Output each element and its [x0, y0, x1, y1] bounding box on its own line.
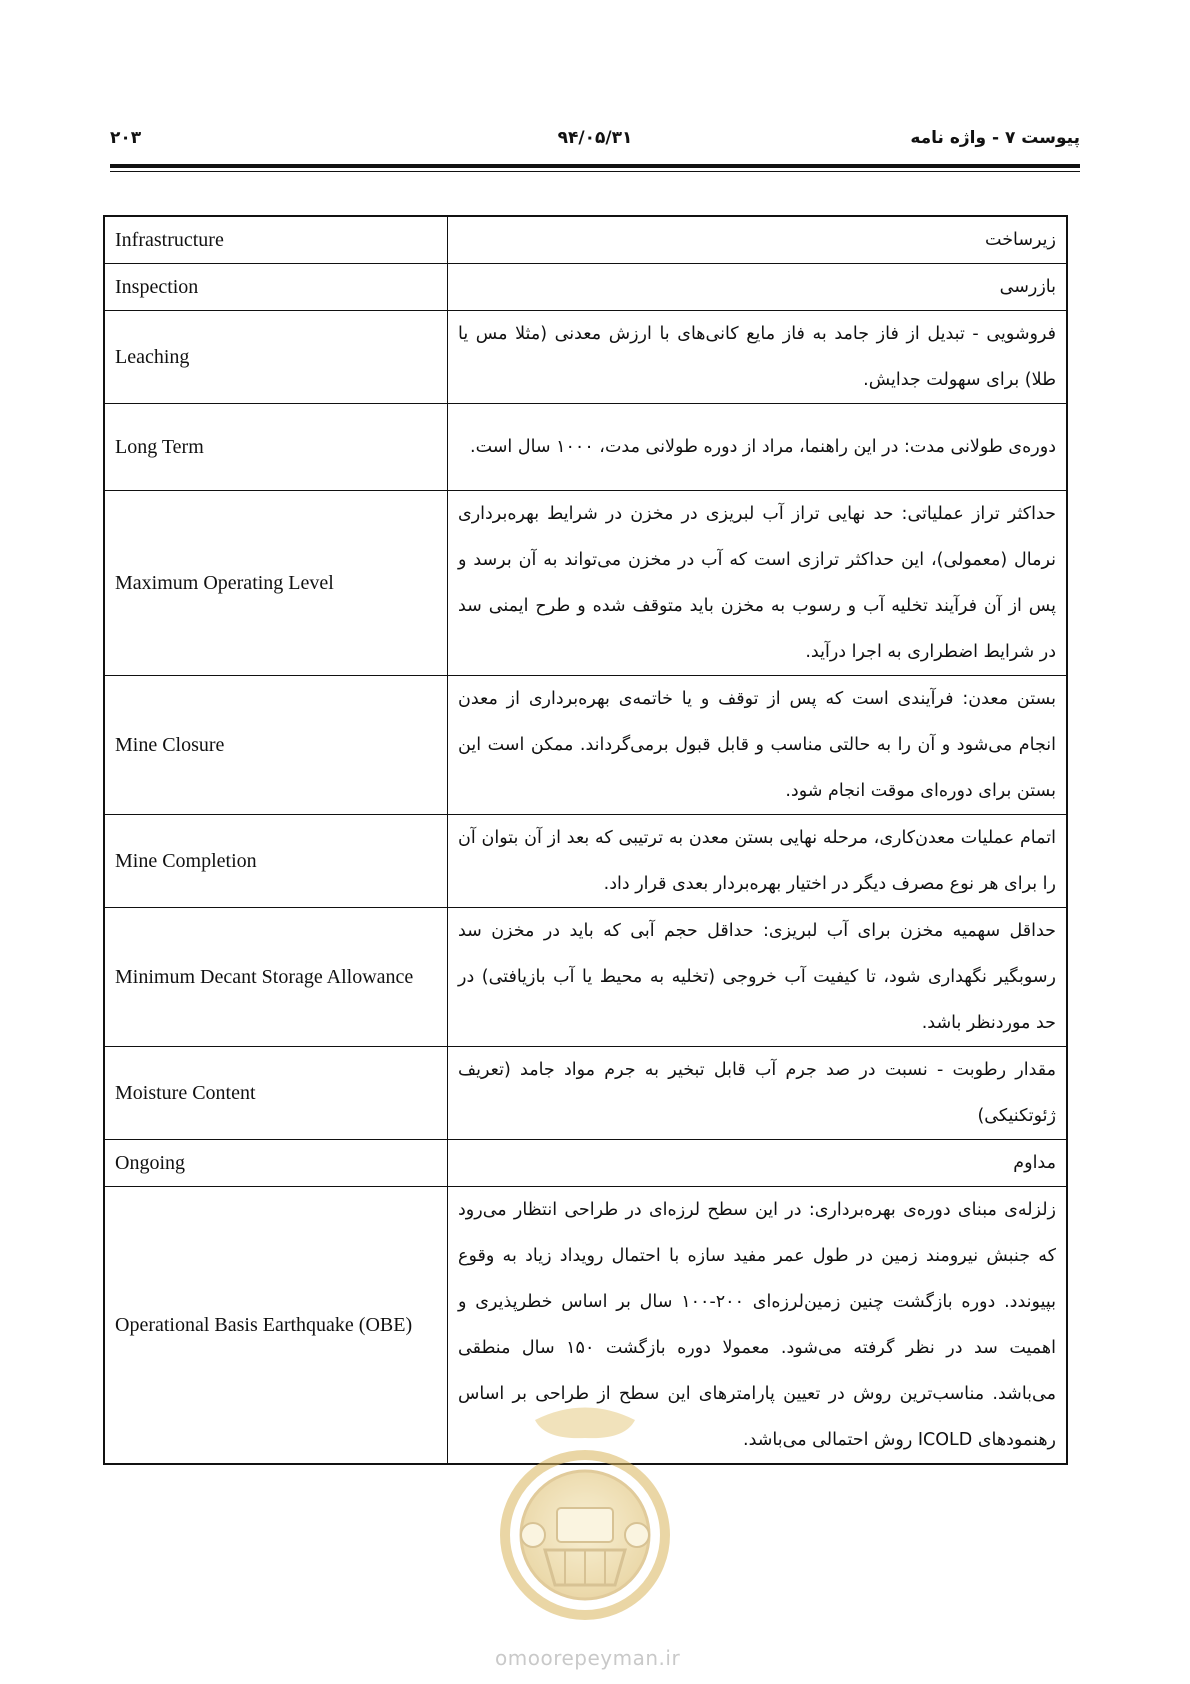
term-english: Infrastructure — [104, 216, 448, 264]
term-definition: زلزله‌ی مبنای دوره‌ی بهره‌برداری: در این سطح لرزه‌ای در طراحی انتظار می‌رود که جنبش نیرومند زمین در طول عمر مفید سازه با احتمال رویداد زیاد به وقوع بپیوندد. دوره بازگشت چنین زمین‌لرزه‌ای ۲۰۰-۱۰۰ سال بر اساس خطرپذیری و اهمیت سد در نظر گرفته می‌شود. معمولا دوره بازگشت ۱۵۰ سال منطقی می‌باشد. مناسب‌ترین روش در تعیین پارامترهای این سطح از طراحی بر اساس رهنمودهای ICOLD روش احتمالی می‌باشد. — [448, 1187, 1068, 1465]
watermark-url: omoorepeyman.ir — [495, 1646, 681, 1670]
term-english: Inspection — [104, 264, 448, 311]
watermark-seal-logo — [475, 1400, 695, 1660]
term-definition: مداوم — [448, 1140, 1068, 1187]
page-number: ۲۰۳ — [110, 128, 142, 148]
table-row — [104, 311, 1067, 404]
term-definition: مقدار رطوبت - نسبت در صد جرم آب قابل تبخیر به جرم مواد جامد (تعریف ژئوتکنیکی) — [448, 1047, 1068, 1140]
table-row — [104, 404, 1067, 491]
table-row — [104, 491, 1067, 676]
term-definition: بستن معدن: فرآیندی است که پس از توقف و یا خاتمه‌ی بهره‌برداری از معدن انجام می‌شود و آن را به حالتی مناسب و قابل قبول برمی‌گرداند. ممکن است این بستن برای دوره‌ای موقت انجام شود. — [448, 676, 1068, 815]
term-definition: حداقل سهمیه مخزن برای آب لبریزی: حداقل حجم آبی که باید در مخزن سد رسوبگیر نگهداری شود، تا کیفیت آب خروجی (تخلیه به محیط یا آب بازیافتی) در حد موردنظر باشد. — [448, 908, 1068, 1047]
table-row — [104, 1047, 1067, 1140]
term-english: Maximum Operating Level — [104, 491, 448, 676]
table-row — [104, 216, 1067, 264]
term-definition: حداکثر تراز عملیاتی: حد نهایی تراز آب لبریزی در مخزن در شرایط بهره‌برداری نرمال (معمولی)، این حداکثر ترازی است که آب در مخزن می‌تواند به آن برسد و پس از آن فرآیند تخلیه آب و رسوب به مخزن باید متوقف شده و طرح ایمنی سد در شرایط اضطراری به اجرا درآید. — [448, 491, 1068, 676]
term-english: Operational Basis Earthquake (OBE) — [104, 1187, 448, 1465]
table-row — [104, 908, 1067, 1047]
document-date: ۹۴/۰۵/۳۱ — [557, 128, 633, 148]
glossary-table — [103, 215, 1068, 1465]
table-row — [104, 264, 1067, 311]
term-english: Mine Completion — [104, 815, 448, 908]
term-definition: دوره‌ی طولانی مدت: در این راهنما، مراد از دوره طولانی مدت، ۱۰۰۰ سال است. — [448, 404, 1068, 491]
term-definition: بازرسی — [448, 264, 1068, 311]
page-header — [110, 128, 1080, 154]
table-row — [104, 676, 1067, 815]
term-english: Leaching — [104, 311, 448, 404]
table-row — [104, 815, 1067, 908]
term-english: Ongoing — [104, 1140, 448, 1187]
term-definition: اتمام عملیات معدن‌کاری، مرحله نهایی بستن معدن به ترتیبی که بعد از آن بتوان آن را برای هر نوع مصرف دیگر در اختیار بهره‌بردار بعدی قرار داد. — [448, 815, 1068, 908]
table-row — [104, 1140, 1067, 1187]
section-title: پیوست ۷ - واژه نامه — [910, 128, 1080, 148]
header-rule-thin — [110, 171, 1080, 172]
term-definition: فروشویی - تبدیل از فاز جامد به فاز مایع کانی‌های با ارزش معدنی (مثلا مس یا طلا) برای سهولت جدایش. — [448, 311, 1068, 404]
term-english: Minimum Decant Storage Allowance — [104, 908, 448, 1047]
term-definition: زیرساخت — [448, 216, 1068, 264]
header-rule-thick — [110, 164, 1080, 168]
term-english: Moisture Content — [104, 1047, 448, 1140]
term-english: Mine Closure — [104, 676, 448, 815]
term-english: Long Term — [104, 404, 448, 491]
